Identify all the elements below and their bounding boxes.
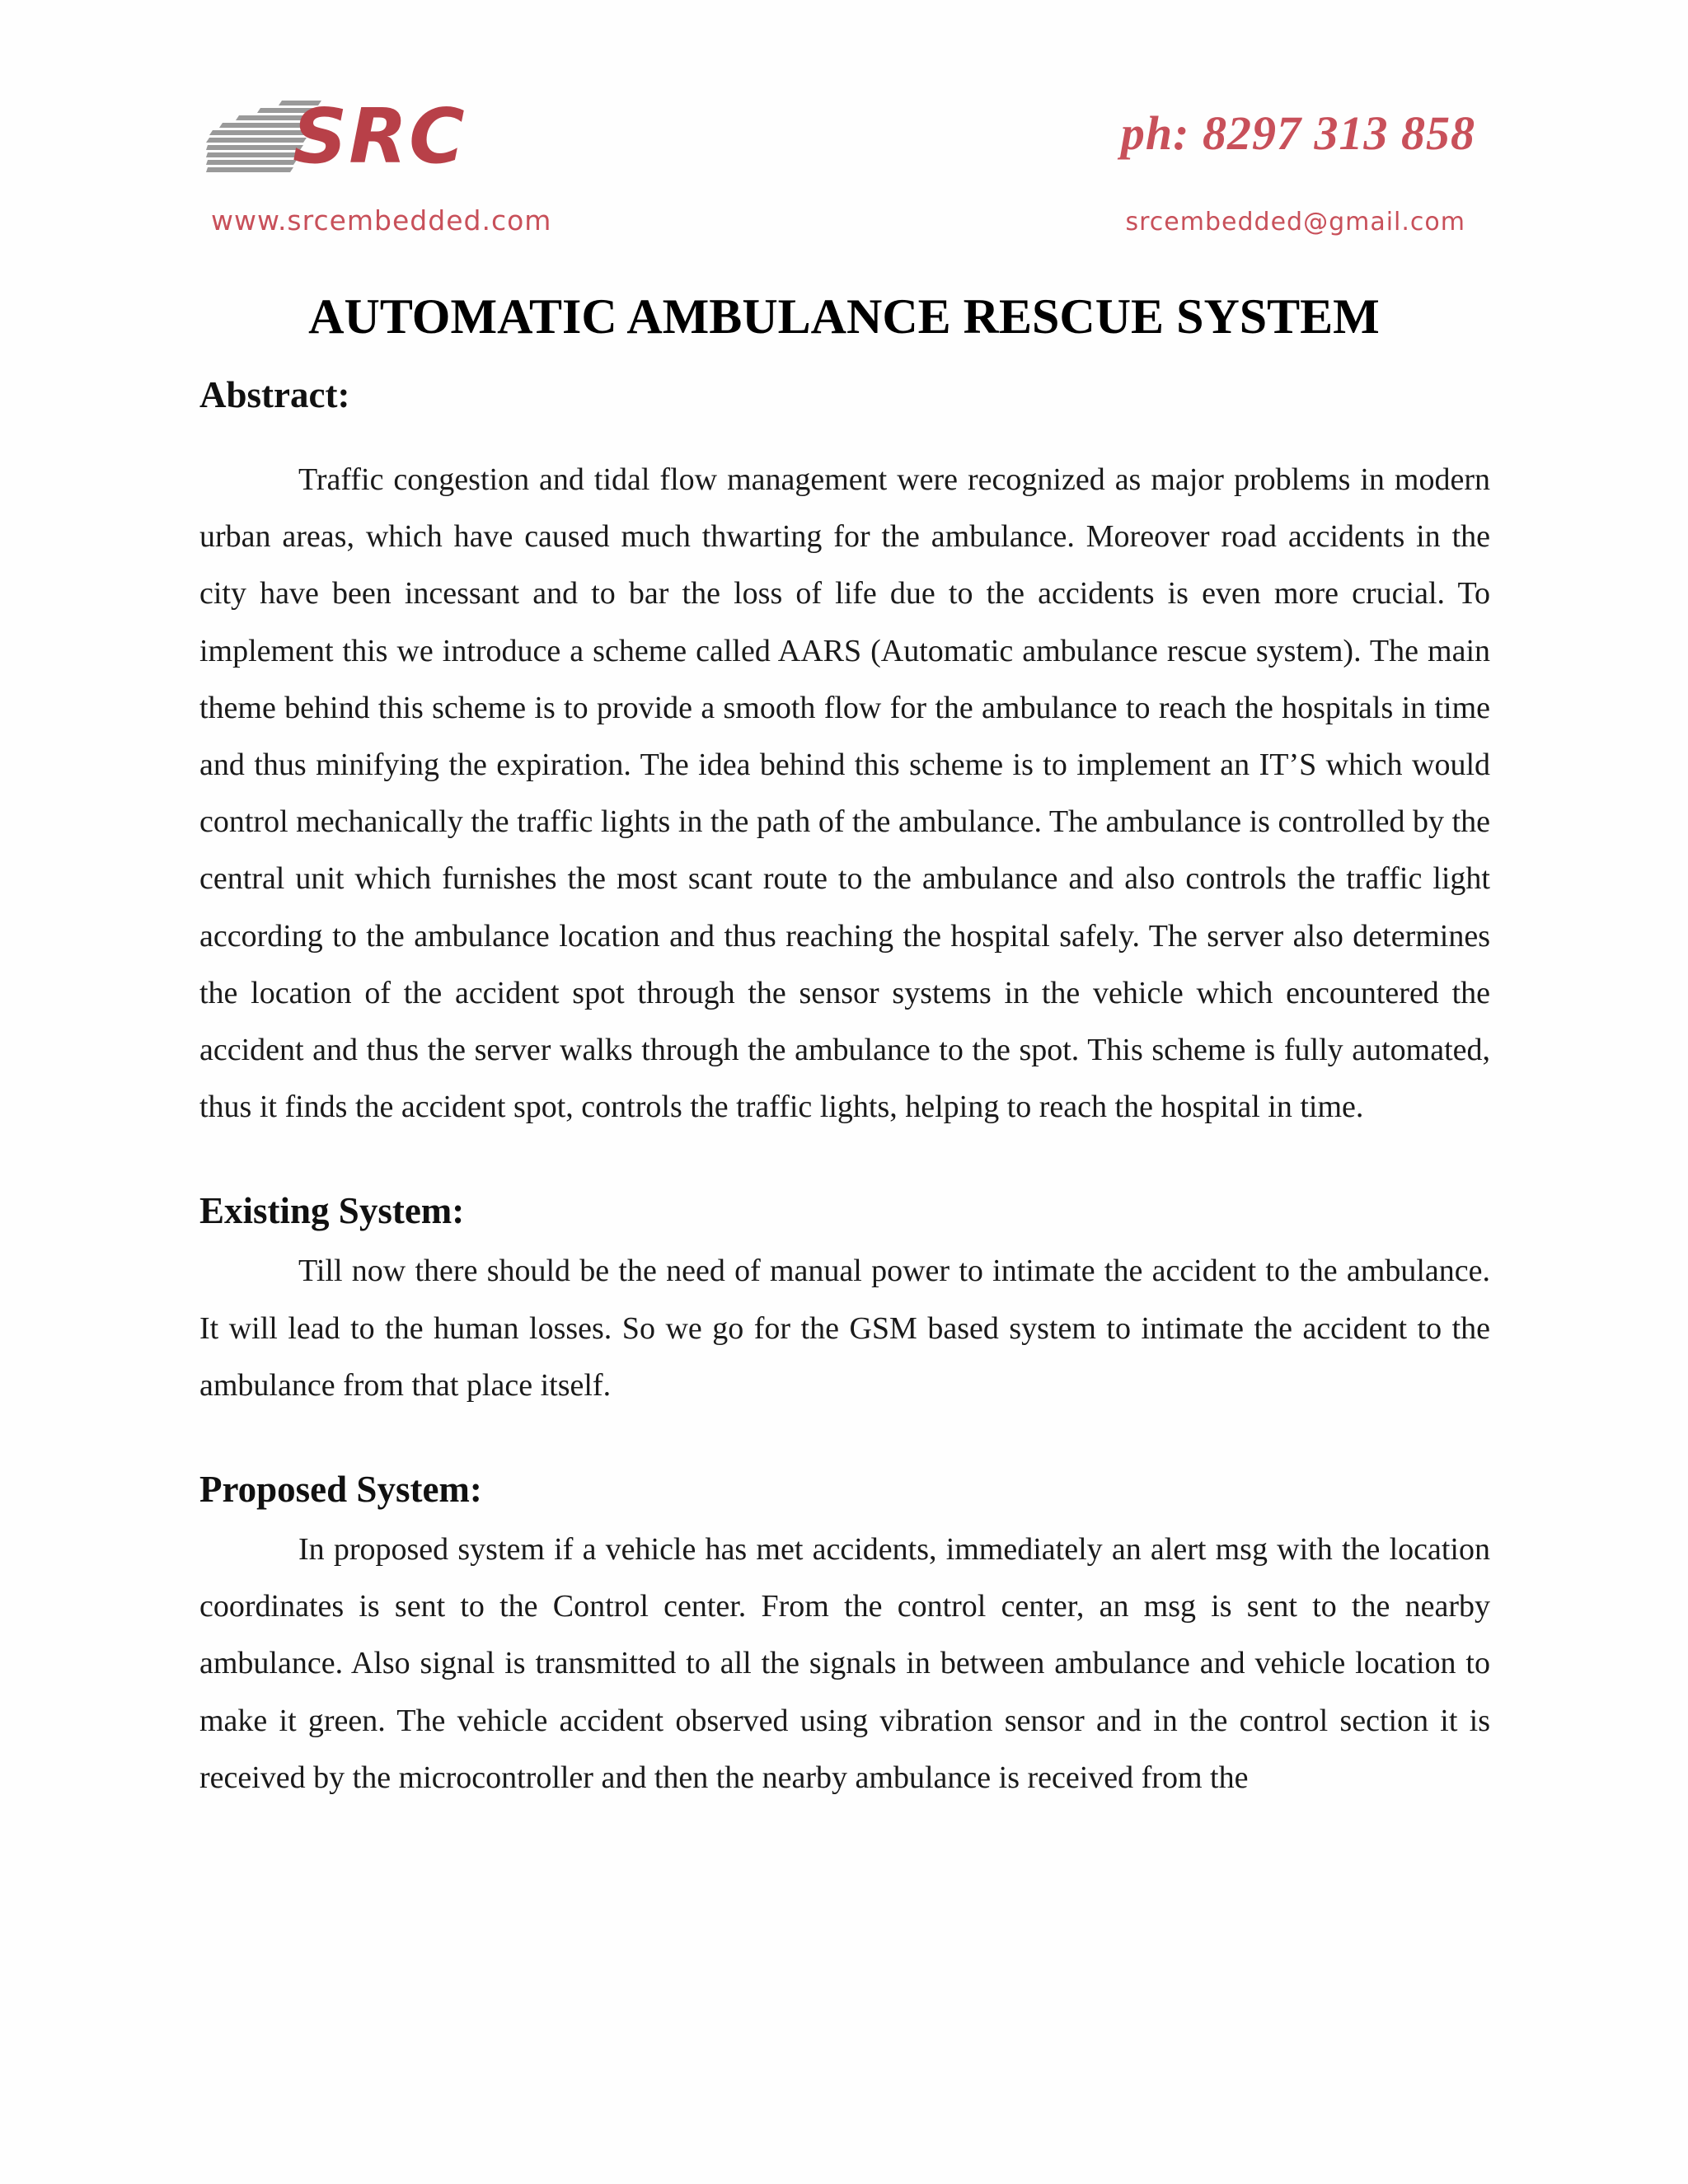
phone-number: ph: 8297 313 858 bbox=[1120, 106, 1475, 160]
abstract-paragraph: Traffic congestion and tidal flow management were recognized as major problems in modern urban areas, which have caused much thwarting for the ambulance. Moreover road accidents in the city have been incessant and to bar the loss of life due to the accidents is even more crucial. To implement this we introduce a scheme called AARS (Automatic ambulance rescue system). The main theme behind this scheme is to provide a smooth flow for the ambulance to reach the hospitals in time and thus minifying the expiration. The idea behind this scheme is to implement an IT’S which would control mechanically the traffic lights in the path of the ambulance. The ambulance is controlled by the central unit which furnishes the most scant route to the ambulance and also controls the traffic light according to the ambulance location and thus reaching the hospital safely. The server also determines the location of the accident spot through the sensor systems in the vehicle which encountered the accident and thus the server walks through the ambulance to the spot. This scheme is fully automated, thus it finds the accident spot, controls the traffic lights, helping to reach the hospital in time. bbox=[199, 462, 1490, 1125]
email-link[interactable]: srcembedded@gmail.com bbox=[1125, 208, 1465, 237]
existing-system-heading: Existing System: bbox=[199, 1190, 465, 1232]
website-link[interactable]: www.srcembedded.com bbox=[211, 204, 552, 237]
proposed-system-heading: Proposed System: bbox=[199, 1469, 482, 1511]
abstract-heading: Abstract: bbox=[199, 374, 350, 415]
document-body bbox=[199, 369, 1490, 1807]
logo-wordmark: SRC bbox=[293, 92, 467, 180]
proposed-system-paragraph: In proposed system if a vehicle has met accidents, immediately an alert msg with the location coordinates is sent to the Control center. From the control center, an msg is sent to the nearby ambulance. Also signal is transmitted to all the signals in between ambulance and vehicle location to make it green. The vehicle accident observed using vibration sensor and in the control section it is received by the microcontroller and then the nearby ambulance is received from the bbox=[199, 1532, 1490, 1795]
existing-system-paragraph: Till now there should be the need of manual power to intimate the accident to the ambulance. It will lead to the human losses. So we go for the GSM based system to intimate the accident to the ambulance from that place itself. bbox=[199, 1254, 1490, 1403]
src-logo bbox=[206, 92, 467, 181]
document-title: AUTOMATIC AMBULANCE RESCUE SYSTEM bbox=[308, 289, 1380, 344]
